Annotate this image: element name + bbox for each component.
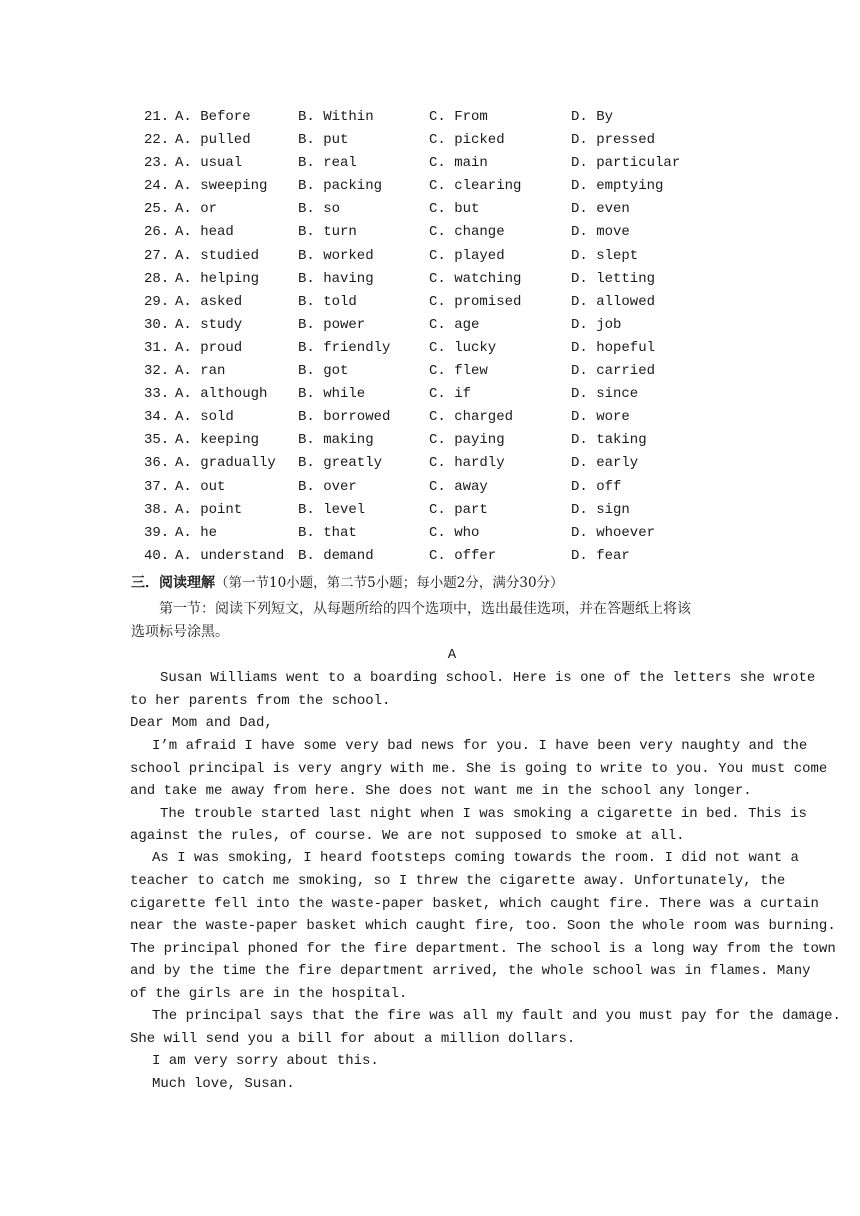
option-d: D. By [571,109,614,125]
option-a: A. ran [175,363,226,380]
option-b: B. having [298,270,374,287]
passage-line: against the rules, of course. We are not supposed to smoke at all. [130,828,685,844]
option-d: D. hopeful [571,339,656,356]
option-c: C. away [429,478,488,495]
option-d: D. even [571,201,630,218]
option-a: A. although [175,386,268,403]
option-d: D. letting [571,270,656,287]
option-b: B. friendly [298,339,391,356]
passage-line: She will send you a bill for about a million dollars. [130,1031,576,1047]
option-a: A. sold [175,409,234,426]
option-d: D. move [571,224,630,241]
option-d: D. off [571,478,622,495]
option-d: D. pressed [571,132,656,149]
option-d: D. fear [571,547,630,564]
passage-line: Susan Williams went to a boarding school. Here is one of the letters she wrote [160,670,816,686]
option-c: C. clearing [429,178,522,195]
option-b: B. packing [298,178,383,195]
option-c: C. flew [429,363,488,380]
passage-line: The trouble started last night when I was smoking a cigarette in bed. This is [160,806,807,822]
option-b: B. turn [298,224,357,241]
option-c: C. part [429,501,488,518]
option-c: C. From [429,109,488,125]
option-a: A. study [175,316,243,333]
option-c: C. promised [429,293,522,310]
option-d: D. since [571,386,639,403]
option-d: D. whoever [571,524,656,541]
option-a: A. point [175,501,243,518]
option-c: C. watching [429,270,522,287]
option-d: D. allowed [571,293,656,310]
option-d: D. particular [571,155,681,172]
passage-line: cigarette fell into the waste-paper basket, which caught fire. There was a curtain [130,896,819,912]
question-number: 25. [144,201,170,218]
option-d: D. wore [571,409,630,426]
option-c: C. offer [429,547,497,564]
passage-line: The principal says that the fire was all my fault and you must pay for the damage. [152,1008,841,1024]
question-number: 33. [144,386,170,403]
instructions-line-2: 选项标号涂黑。 [131,624,229,640]
option-b: B. Within [298,109,374,125]
question-number: 21. [144,109,170,125]
option-c: C. hardly [429,455,505,472]
option-a: A. sweeping [175,178,268,195]
option-d: D. emptying [571,178,664,195]
letter-salutation: Dear Mom and Dad, [130,715,273,731]
option-c: C. if [429,386,472,403]
passage-line: As I was smoking, I heard footsteps coming towards the room. I did not want a [152,850,799,866]
option-d: D. taking [571,432,647,449]
option-b: B. power [298,316,366,333]
passage-line: teacher to catch me smoking, so I threw the cigarette away. Unfortunately, the [130,873,786,889]
option-a: A. studied [175,247,260,264]
section-title: 三．阅读理解 [131,575,215,591]
question-number: 29. [144,293,170,310]
option-c: C. picked [429,132,505,149]
question-number: 39. [144,524,170,541]
option-d: D. sign [571,501,630,518]
option-b: B. so [298,201,341,218]
passage-line: of the girls are in the hospital. [130,986,408,1002]
instructions-line-1: 第一节：阅读下列短文，从每题所给的四个选项中，选出最佳选项，并在答题纸上将该 [159,601,691,617]
option-c: C. charged [429,409,514,426]
section-instructions [131,598,731,644]
option-a: A. Before [175,109,251,125]
option-a: A. asked [175,293,243,310]
option-d: D. early [571,455,639,472]
option-b: B. got [298,363,349,380]
question-number: 38. [144,501,170,518]
question-number: 32. [144,363,170,380]
question-number: 28. [144,270,170,287]
question-number: 22. [144,132,170,149]
option-a: A. helping [175,270,260,287]
option-b: B. worked [298,247,374,264]
option-b: B. real [298,155,357,172]
option-b: B. greatly [298,455,383,472]
question-number: 30. [144,316,170,333]
option-c: C. who [429,524,480,541]
option-b: B. over [298,478,357,495]
option-a: A. gradually [175,455,276,472]
option-c: C. paying [429,432,505,449]
passage-label: A [447,647,457,663]
option-b: B. put [298,132,349,149]
option-a: A. proud [175,339,243,356]
option-c: C. played [429,247,505,264]
passage-line: and take me away from here. She does not want me in the school any longer. [130,783,752,799]
passage-line: to her parents from the school. [130,693,391,709]
option-c: C. but [429,201,480,218]
letter-signoff: Much love, Susan. [152,1076,295,1092]
passage-line: I am very sorry about this. [152,1053,379,1069]
option-b: B. that [298,524,357,541]
option-a: A. pulled [175,132,251,149]
question-number: 40. [144,547,170,564]
option-b: B. level [298,501,366,518]
passage-line: school principal is very angry with me. She is going to write to you. You must come [130,761,828,777]
question-number: 31. [144,339,170,356]
passage-line: and by the time the fire department arrived, the whole school was in flames. Many [130,963,811,979]
option-b: B. borrowed [298,409,391,426]
option-b: B. told [298,293,357,310]
passage-line: near the waste-paper basket which caught fire, too. Soon the whole room was burning. [130,918,836,934]
question-number: 23. [144,155,170,172]
option-a: A. head [175,224,234,241]
option-b: B. making [298,432,374,449]
question-number: 35. [144,432,170,449]
option-a: A. out [175,478,226,495]
option-c: C. lucky [429,339,497,356]
option-c: C. change [429,224,505,241]
question-number: 26. [144,224,170,241]
option-a: A. keeping [175,432,260,449]
option-b: B. demand [298,547,374,564]
question-number: 24. [144,178,170,195]
option-a: A. he [175,524,218,541]
question-number: 37. [144,478,170,495]
option-a: A. understand [175,547,285,564]
section-heading [131,571,564,592]
option-c: C. age [429,316,480,333]
option-a: A. usual [175,155,243,172]
passage-line: The principal phoned for the fire department. The school is a long way from the town [130,941,836,957]
option-b: B. while [298,386,366,403]
option-d: D. job [571,316,622,333]
option-c: C. main [429,155,488,172]
option-d: D. slept [571,247,639,264]
question-number: 34. [144,409,170,426]
section-scoring-note: （第一节10小题，第二节5小题；每小题2分，满分30分） [215,575,564,591]
passage-line: I’m afraid I have some very bad news for you. I have been very naughty and the [152,738,808,754]
question-number: 27. [144,247,170,264]
option-d: D. carried [571,363,656,380]
question-number: 36. [144,455,170,472]
option-a: A. or [175,201,218,218]
